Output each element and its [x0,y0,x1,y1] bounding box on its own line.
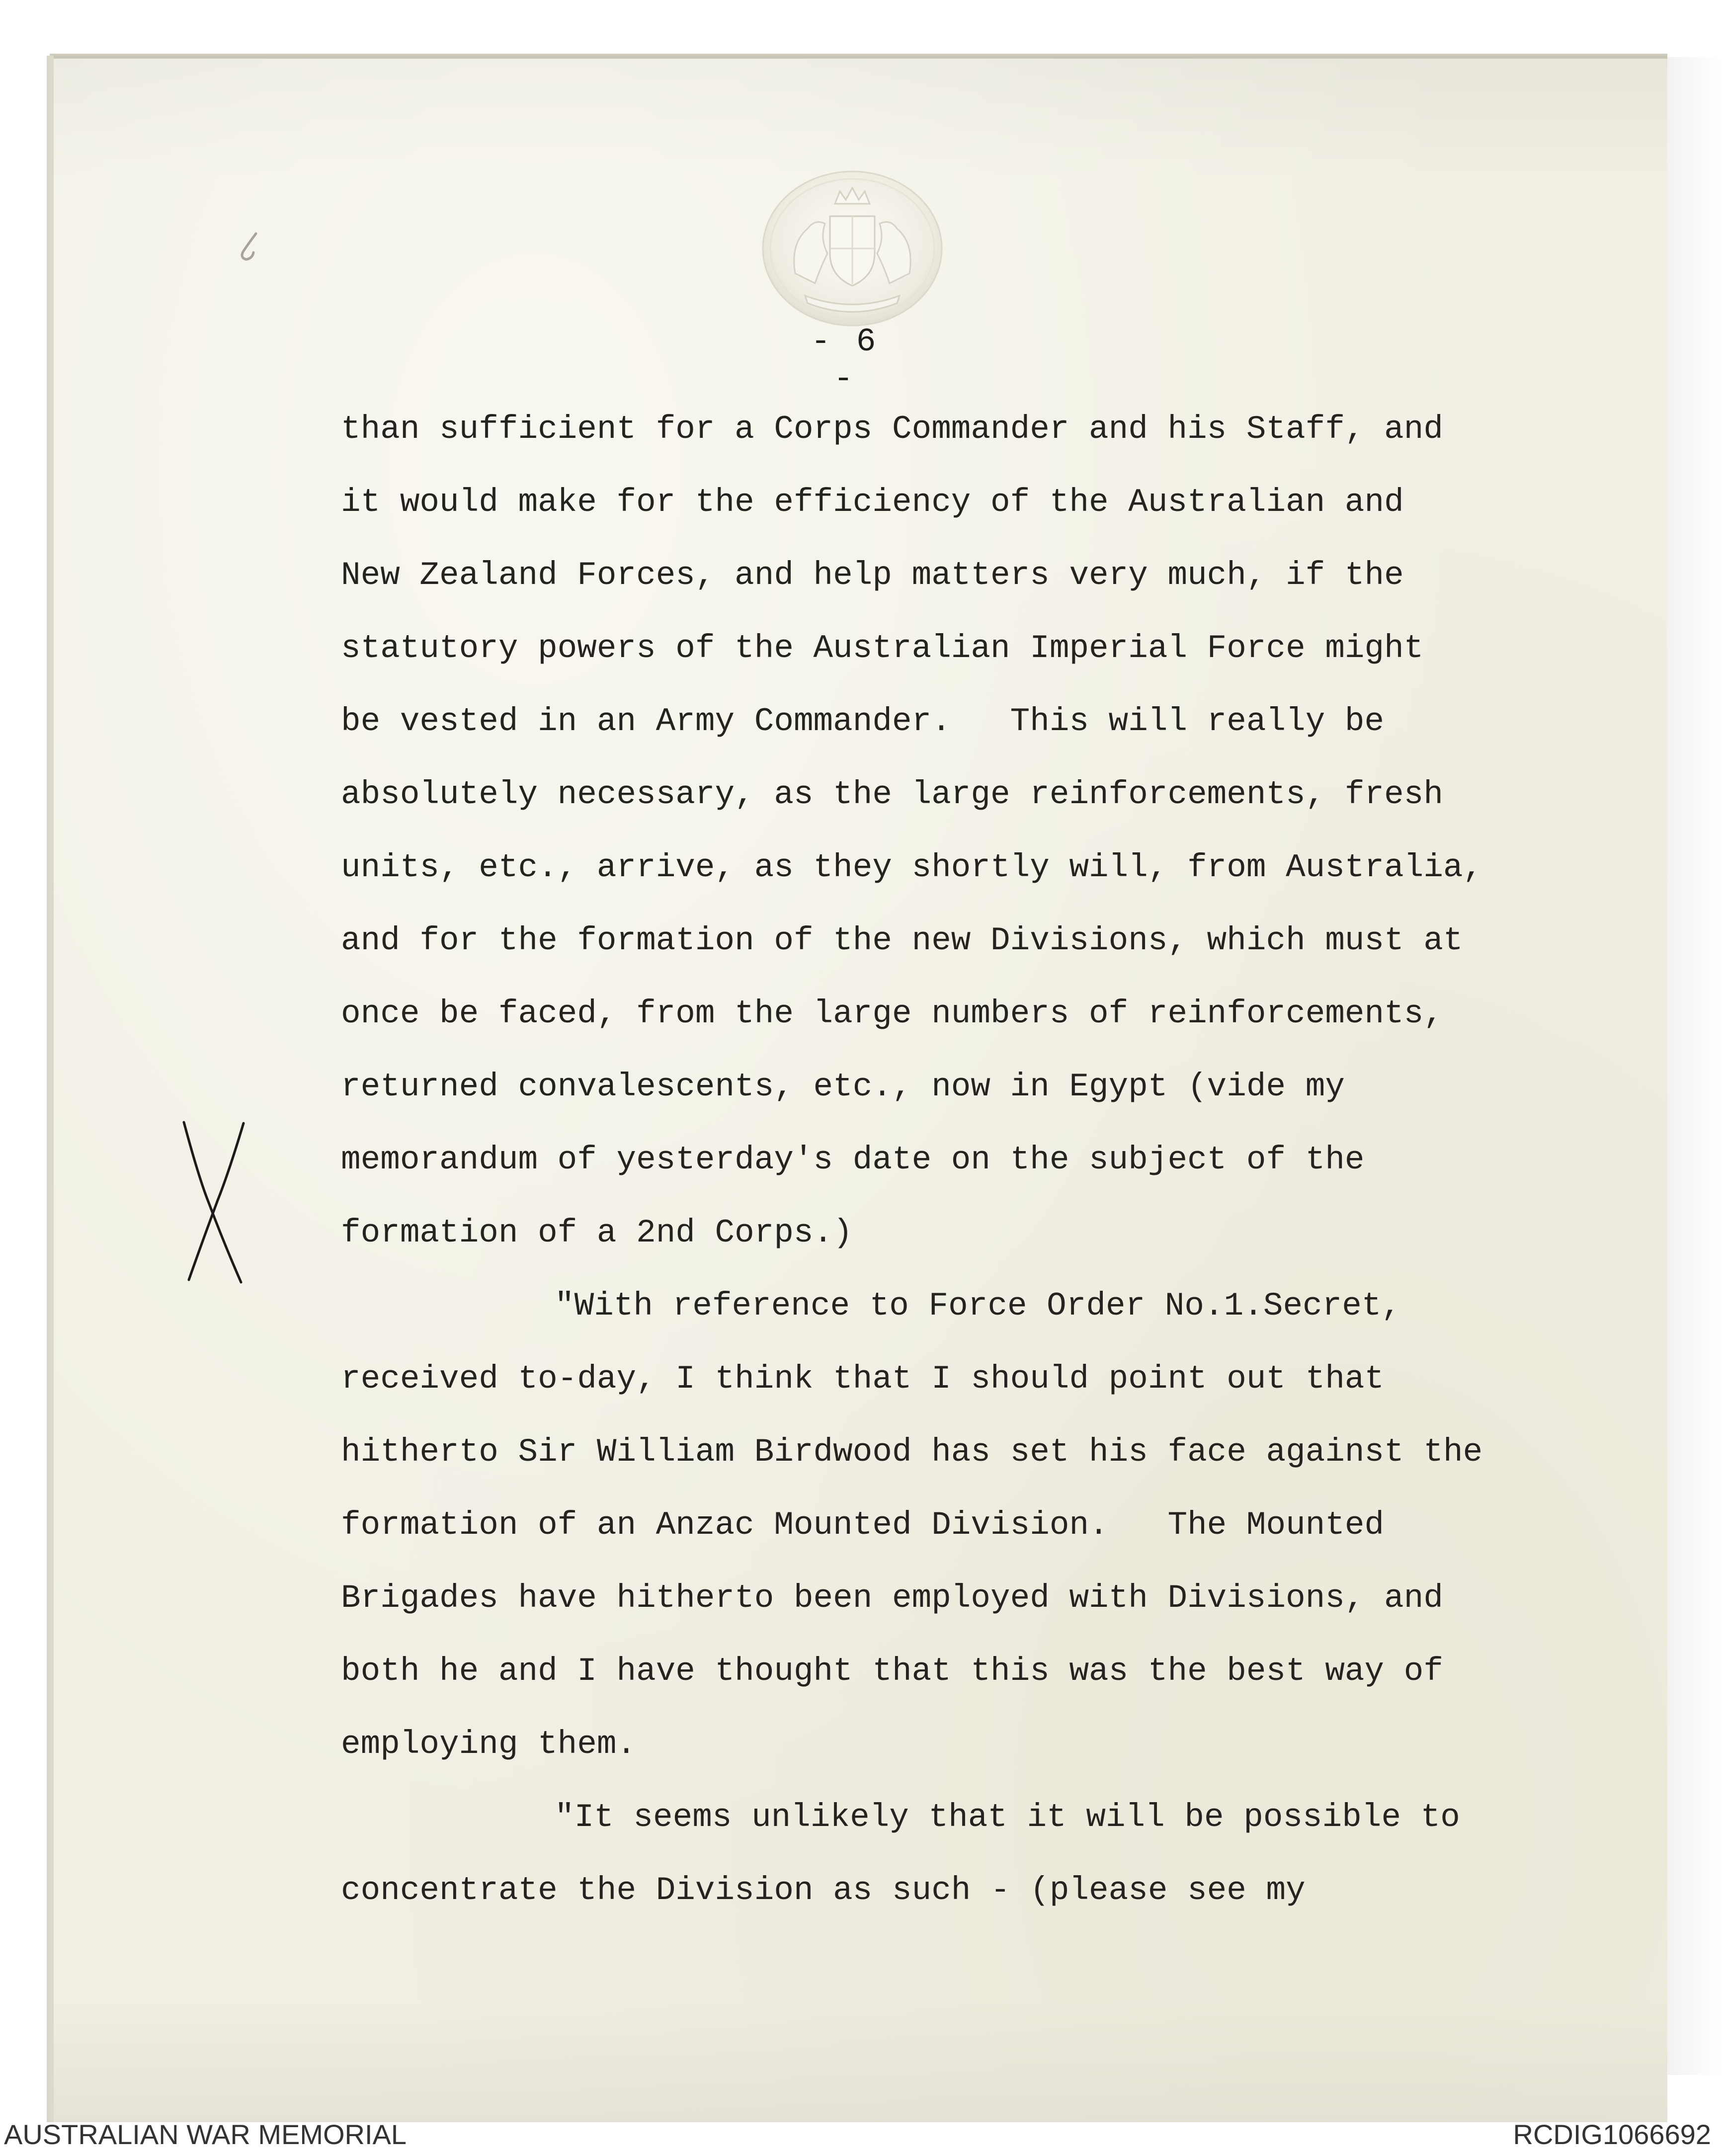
scanner-edge [1667,57,1722,2075]
page-top-edge [50,56,1667,59]
text-line: statutory powers of the Australian Imperial Force might [341,630,1424,667]
text-line: than sufficient for a Corps Commander and his Staff, and [341,411,1443,448]
text-line: New Zealand Forces, and help matters very much, if the [341,557,1404,594]
typed-body-text [341,393,1643,1927]
text-line: "It seems unlikely that it will be possible to [555,1799,1460,1836]
text-line: memorandum of yesterday's date on the subject of the [341,1141,1365,1178]
text-line: once be faced, from the large numbers of reinforcements, [341,995,1443,1032]
text-line: it would make for the efficiency of the Australian and [341,484,1404,521]
text-line: formation of a 2nd Corps.) [341,1214,853,1251]
page-left-edge [50,56,54,2122]
text-line: "With reference to Force Order No.1.Secret, [555,1287,1401,1325]
pencil-mark-icon [229,229,273,268]
text-line: received to-day, I think that I should point out that [341,1360,1385,1398]
text-line: both he and I have thought that this was the best way of [341,1653,1443,1690]
text-line: concentrate the Division as such - (please see my [341,1872,1306,1909]
handwritten-x-mark-icon [179,1118,248,1287]
text-line: be vested in an Army Commander. This will really be [341,703,1385,740]
text-line: formation of an Anzac Mounted Division. The Mounted [341,1506,1385,1544]
page-number: - 6 - [811,323,879,398]
footer-record-id: RCDIG1066692 [1513,2119,1711,2150]
footer-source-label: AUSTRALIAN WAR MEMORIAL [4,2119,407,2150]
embossed-seal-icon [760,169,944,328]
text-line: Brigades have hitherto been employed with Divisions, and [341,1579,1443,1617]
text-line: hitherto Sir William Birdwood has set his face against the [341,1433,1483,1471]
text-line: absolutely necessary, as the large reinforcements, fresh [341,776,1443,813]
text-line: and for the formation of the new Divisions, which must at [341,922,1463,959]
text-line: units, etc., arrive, as they shortly will, from Australia, [341,849,1483,886]
text-line: employing them. [341,1726,637,1763]
text-line: returned convalescents, etc., now in Egypt (vide my [341,1068,1345,1105]
